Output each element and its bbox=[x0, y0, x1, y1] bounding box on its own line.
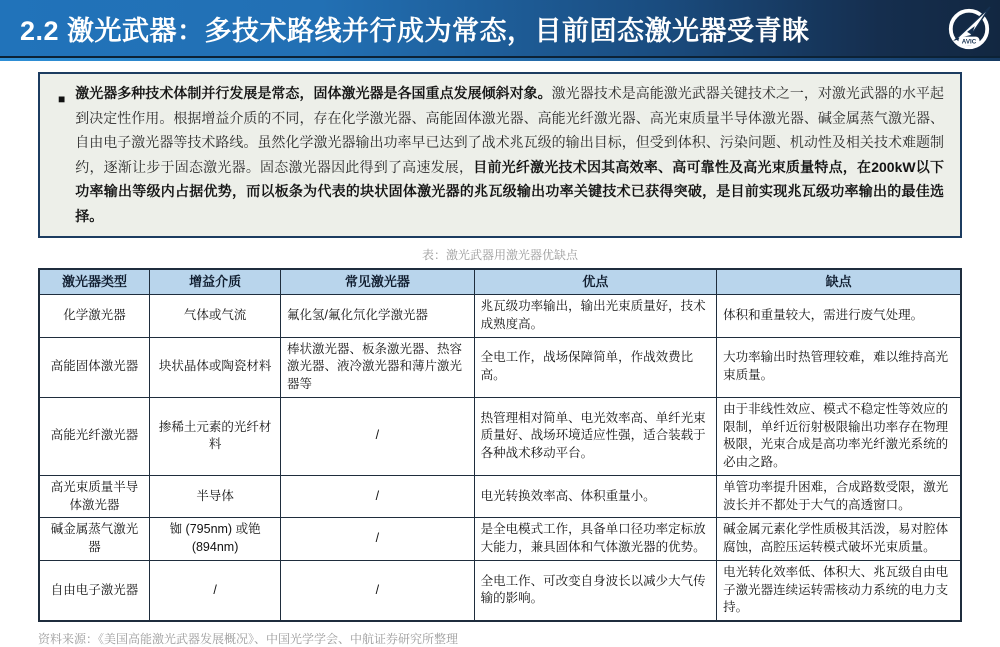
summary-bold-tail: 目前光纤激光技术因其高效率、高可靠性及高光束质量特点，在200kW以下功率输出等级内占据优势，而以板条为代表的块状固体激光器的兆瓦级输出功率关键技术已获得突破，是目前实现兆瓦级功率输出的最佳选择。 bbox=[75, 158, 945, 224]
cell-disadvantages: 大功率输出时热管理较难，难以维持高光束质量。 bbox=[717, 337, 961, 397]
header-separator-blue bbox=[0, 58, 1000, 61]
cell-disadvantages: 由于非线性效应、模式不稳定性等效应的限制，单纤近衍射极限输出功率存在物理极限，光束合成是高功率光纤激光系统的必由之路。 bbox=[717, 397, 961, 475]
table-row bbox=[39, 397, 961, 475]
cell-advantages: 是全电模式工作，具备单口径功率定标放大能力，兼具固体和气体激光器的优势。 bbox=[474, 518, 716, 561]
cell-common-lasers: / bbox=[281, 560, 475, 621]
cell-common-lasers: 氟化氢/氟化氘化学激光器 bbox=[281, 295, 475, 338]
cell-common-lasers: / bbox=[281, 518, 475, 561]
column-header-advantages: 优点 bbox=[474, 269, 716, 295]
summary-text bbox=[75, 81, 944, 229]
table-header-row bbox=[39, 269, 961, 295]
summary-body: 激光器技术是高能激光武器关键技术之一，对激光武器的水平起到决定性作用。根据增益介质的不同，存在化学激光器、高能固体激光器、高能光纤激光器、高光束质量半导体激光器、碱金属蒸气激光器、自由电子激光器等技术路线。虽然化学激光器输出功率早已达到了战术兆瓦级的输出目标，但受到体积、污染问题、机动性及相关技术难题制约，逐渐让步于固态激光器。固态激光器因此得到了高速发展， bbox=[75, 85, 945, 175]
cell-common-lasers: 棒状激光器、板条激光器、热容激光器、液冷激光器和薄片激光器等 bbox=[281, 337, 475, 397]
column-header-gain-medium: 增益介质 bbox=[150, 269, 281, 295]
cell-laser-type: 碱金属蒸气激光器 bbox=[39, 518, 150, 561]
table-row bbox=[39, 518, 961, 561]
cell-disadvantages: 电光转化效率低、体积大、兆瓦级自由电子激光器连续运转需核动力系统的电力支持。 bbox=[717, 560, 961, 621]
slide-header bbox=[0, 0, 1000, 56]
column-header-laser-type: 激光器类型 bbox=[39, 269, 150, 295]
cell-advantages: 兆瓦级功率输出，输出光束质量好，技术成熟度高。 bbox=[474, 295, 716, 338]
cell-disadvantages: 碱金属元素化学性质极其活泼，易对腔体腐蚀，高腔压运转模式破坏光束质量。 bbox=[717, 518, 961, 561]
cell-gain-medium: 气体或气流 bbox=[150, 295, 281, 338]
cell-advantages: 电光转换效率高、体积重量小。 bbox=[474, 475, 716, 518]
cell-gain-medium: 块状晶体或陶瓷材料 bbox=[150, 337, 281, 397]
table-caption: 表：激光武器用激光器优缺点 bbox=[421, 247, 578, 262]
avic-logo-text: AVIC bbox=[961, 38, 977, 46]
cell-laser-type: 高能固体激光器 bbox=[39, 337, 150, 397]
page-title: 2.2 激光武器：多技术路线并行成为常态，目前固态激光器受青睐 bbox=[20, 15, 810, 46]
cell-laser-type: 高光束质量半导体激光器 bbox=[39, 475, 150, 518]
laser-comparison-table bbox=[38, 268, 962, 622]
cell-common-lasers: / bbox=[281, 397, 475, 475]
table-row bbox=[39, 475, 961, 518]
cell-advantages: 热管理相对简单、电光效率高、单纤光束质量好、战场环境适应性强，适合装载于各种战术移动平台。 bbox=[474, 397, 716, 475]
cell-disadvantages: 单管功率提升困难，合成路数受限，激光波长并不都处于大气的高透窗口。 bbox=[717, 475, 961, 518]
avic-logo-icon bbox=[946, 5, 992, 51]
cell-laser-type: 高能光纤激光器 bbox=[39, 397, 150, 475]
column-header-common-lasers: 常见激光器 bbox=[281, 269, 475, 295]
column-header-disadvantages: 缺点 bbox=[717, 269, 961, 295]
summary-box bbox=[38, 72, 962, 238]
cell-gain-medium: / bbox=[150, 560, 281, 621]
table-row bbox=[39, 560, 961, 621]
cell-common-lasers: / bbox=[281, 475, 475, 518]
cell-gain-medium: 半导体 bbox=[150, 475, 281, 518]
summary-bold-lead: 激光器多种技术体制并行发展是常态，固体激光器是各国重点发展倾斜对象。 bbox=[75, 85, 552, 101]
table-row bbox=[39, 337, 961, 397]
bullet-square-icon: ■ bbox=[58, 92, 66, 106]
cell-advantages: 全电工作，战场保障简单，作战效费比高。 bbox=[474, 337, 716, 397]
cell-laser-type: 化学激光器 bbox=[39, 295, 150, 338]
cell-laser-type: 自由电子激光器 bbox=[39, 560, 150, 621]
cell-gain-medium: 铷 (795nm) 或铯 (894nm) bbox=[150, 518, 281, 561]
table-row bbox=[39, 295, 961, 338]
cell-gain-medium: 掺稀土元素的光纤材料 bbox=[150, 397, 281, 475]
cell-advantages: 全电工作、可改变自身波长以减少大气传输的影响。 bbox=[474, 560, 716, 621]
cell-disadvantages: 体积和重量较大，需进行废气处理。 bbox=[717, 295, 961, 338]
source-note: 资料来源：《美国高能激光武器发展概况》、中国光学学会、中航证券研究所整理 bbox=[38, 632, 459, 647]
